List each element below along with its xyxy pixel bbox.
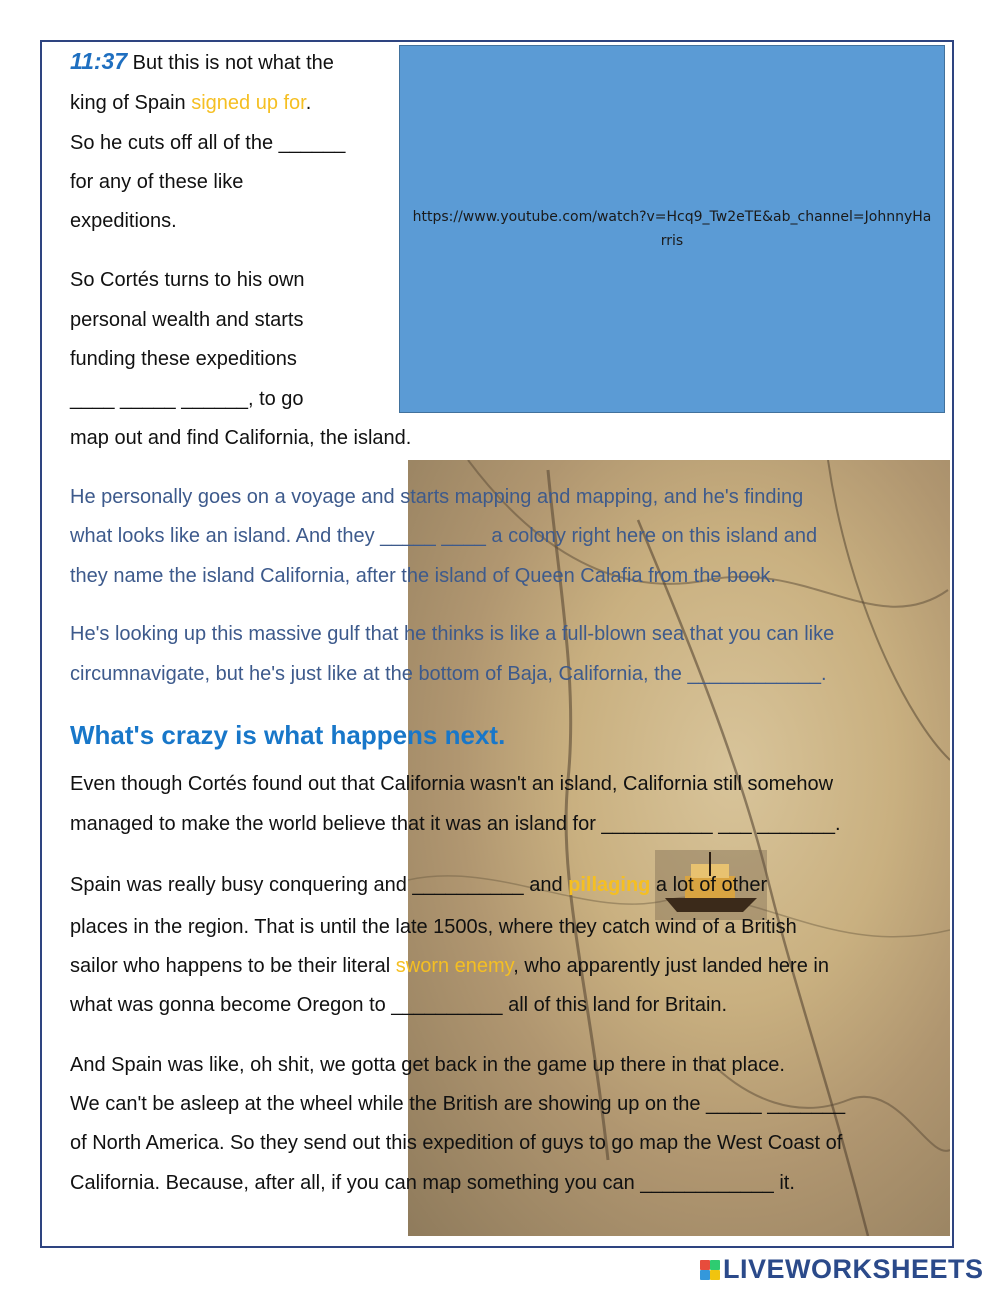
para6-line1-pre: Spain was really busy conquering and __________ and	[70, 874, 569, 896]
para1-line3: So he cuts off all of the ______	[70, 132, 346, 154]
para1-line1-text: But this is not what the	[127, 52, 334, 74]
para3-line: they name the island California, after the island of Queen Calafia from the book.	[70, 565, 776, 587]
para5-line: managed to make the world believe that it was an island for __________ ___ _______.	[70, 813, 841, 835]
para2-line: map out and find California, the island.	[70, 427, 412, 449]
video-url[interactable]: https://www.youtube.com/watch?v=Hcq9_Tw2eTE&ab_channel=JohnnyHarris	[412, 209, 932, 249]
highlight-sworn-enemy: sworn enemy	[395, 955, 514, 977]
para2-line: ____ _____ ______, to go	[70, 388, 304, 410]
para6-line1-post: a lot of other	[650, 874, 768, 896]
para2-line: So Cortés turns to his own	[70, 269, 305, 291]
highlight-pillaging: pillaging	[568, 874, 651, 896]
para4-line: He's looking up this massive gulf that he thinks is like a full-blown sea that you can like	[70, 623, 835, 645]
para1-line2-pre: king of Spain	[70, 92, 192, 114]
para6-line3	[70, 947, 829, 986]
para1-line4: for any of these like	[70, 171, 244, 193]
para6-line1	[70, 866, 767, 905]
para1-line2-post: .	[305, 92, 312, 114]
para1-line2	[70, 84, 311, 123]
highlight-signed-up-for: signed up for	[191, 92, 306, 114]
para4-line: circumnavigate, but he's just like at the bottom of Baja, California, the ____________.	[70, 663, 827, 685]
para7-line: of North America. So they send out this expedition of guys to go map the West Coast of	[70, 1132, 843, 1154]
para2-line: personal wealth and starts	[70, 309, 304, 331]
para6-line3-pre: sailor who happens to be their literal	[70, 955, 396, 977]
para6-line3-post: , who apparently just landed here in	[513, 955, 829, 977]
brand-name: LIVEWORKSHEETS	[723, 1254, 984, 1284]
para6-line4: what was gonna become Oregon to __________ all of this land for Britain.	[70, 994, 728, 1016]
para7-line: And Spain was like, oh shit, we gotta get back in the game up there in that place.	[70, 1054, 785, 1076]
para2-line: funding these expeditions	[70, 348, 297, 370]
para5-line: Even though Cortés found out that California wasn't an island, California still somehow	[70, 773, 834, 795]
liveworksheets-logo	[700, 1254, 984, 1285]
video-embed[interactable]	[399, 45, 945, 413]
para1-line1	[70, 42, 334, 83]
para1-line5: expeditions.	[70, 210, 177, 232]
para3-line: He personally goes on a voyage and starts mapping and mapping, and he's finding	[70, 486, 804, 508]
para6-line2: places in the region. That is until the late 1500s, where they catch wind of a British	[70, 916, 797, 938]
para7-line: California. Because, after all, if you can map something you can ____________ it.	[70, 1172, 795, 1194]
section-heading: What's crazy is what happens next.	[70, 720, 506, 750]
liveworksheets-icon	[700, 1260, 720, 1280]
para7-line: We can't be asleep at the wheel while the British are showing up on the _____ _______	[70, 1093, 846, 1115]
timestamp: 11:37	[70, 48, 128, 74]
para3-line: what looks like an island. And they _____ ____ a colony right here on this island and	[70, 525, 818, 547]
